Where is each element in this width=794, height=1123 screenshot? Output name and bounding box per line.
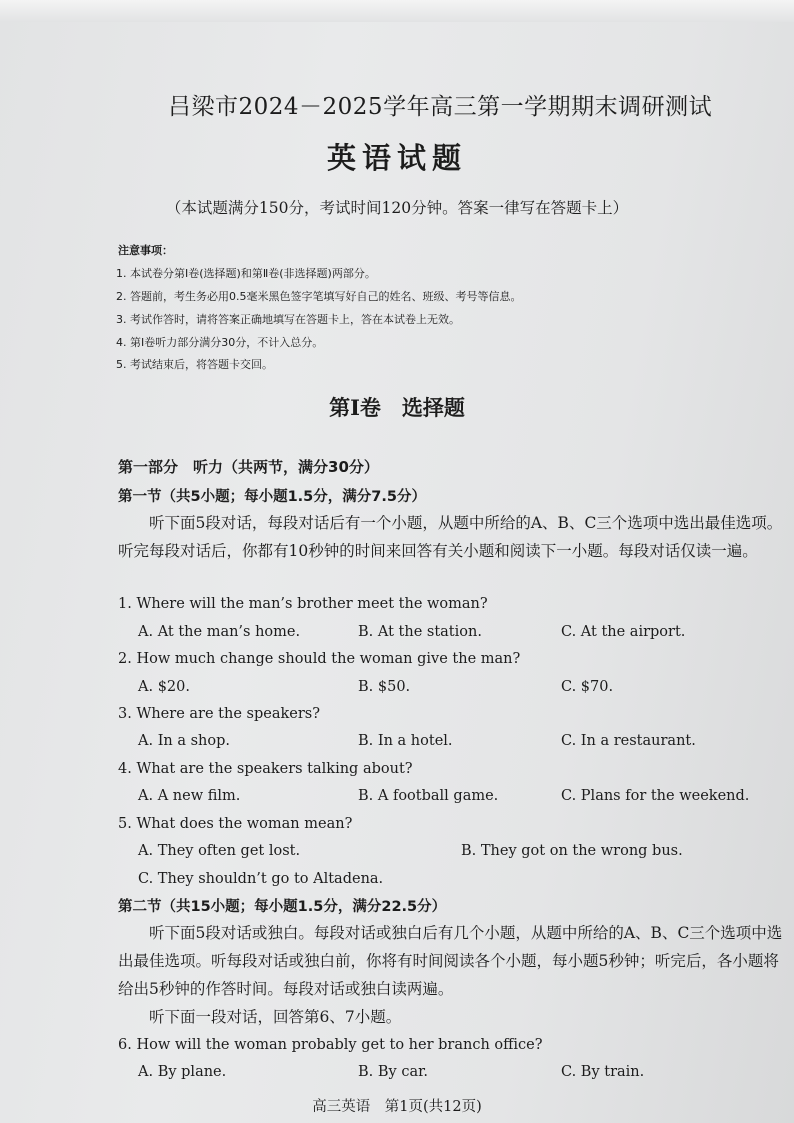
- page-top-edge: [0, 0, 794, 22]
- subject-title: 英语试题: [326, 141, 467, 175]
- option-a: A. They often get lost.: [138, 843, 301, 859]
- volume-title: 第Ⅰ卷 选择题: [329, 395, 465, 420]
- option-a: A. A new film.: [138, 788, 241, 804]
- notice-item: 5. 考试结束后，将答题卡交回。: [116, 358, 273, 371]
- question-stem: 2. How much change should the woman give the man?: [118, 651, 521, 667]
- exam-title: 吕梁市2024－2025学年高三第一学期期末调研测试: [168, 94, 713, 120]
- option-b: B. At the station.: [358, 624, 482, 640]
- option-c: C. At the airport.: [561, 624, 686, 640]
- option-c: C. By train.: [561, 1064, 645, 1080]
- option-c: C. They shouldn’t go to Altadena.: [138, 871, 384, 887]
- section-instructions: 听下面5段对话或独白。每段对话或独白后有几个小题，从题中所给的A、B、C三个选项中选出最佳选项。听每段对话或独白前，你将有时间阅读各个小题，每小题5秒钟；听完后，各小题将给出5秒钟的作答时间。每段对话或独白读两遍。: [118, 924, 783, 998]
- dialogue-instruction: 听下面一段对话，回答第6、7小题。: [149, 1008, 402, 1026]
- notice-item: 3. 考试作答时，请将答案正确地填写在答题卡上，答在本试卷上无效。: [116, 313, 460, 326]
- option-a: A. In a shop.: [138, 733, 231, 749]
- option-b: B. $50.: [358, 679, 411, 695]
- notice-item: 1. 本试卷分第Ⅰ卷(选择题)和第Ⅱ卷(非选择题)两部分。: [116, 267, 376, 280]
- notice-item: 2. 答题前，考生务必用0.5毫米黑色签字笔填写好自己的姓名、班级、考号等信息。: [116, 290, 522, 303]
- question-stem: 4. What are the speakers talking about?: [118, 761, 413, 777]
- option-a: A. At the man’s home.: [138, 624, 301, 640]
- section-instructions: 听下面5段对话，每段对话后有一个小题，从题中所给的A、B、C三个选项中选出最佳选项。听完每段对话后，你都有10秒钟的时间来回答有关小题和阅读下一小题。每段对话仅读一遍。: [118, 514, 783, 560]
- option-c: C. Plans for the weekend.: [561, 788, 750, 804]
- notice-item: 4. 第Ⅰ卷听力部分满分30分，不计入总分。: [116, 336, 324, 349]
- option-c: C. $70.: [561, 679, 614, 695]
- option-b: B. They got on the wrong bus.: [461, 843, 683, 859]
- question-stem: 1. Where will the man’s brother meet the woman?: [118, 596, 488, 612]
- score-time-note: （本试题满分150分，考试时间120分钟。答案一律写在答题卡上）: [165, 199, 629, 217]
- question-stem: 3. Where are the speakers?: [118, 706, 320, 722]
- option-b: B. In a hotel.: [358, 733, 453, 749]
- option-c: C. In a restaurant.: [561, 733, 696, 749]
- page-footer: 高三英语 第1页(共12页): [312, 1099, 482, 1115]
- question-stem: 6. How will the woman probably get to her branch office?: [118, 1037, 543, 1053]
- notice-heading: 注意事项：: [118, 244, 173, 257]
- option-b: B. A football game.: [358, 788, 499, 804]
- section-title: 第一节（共5小题；每小题1.5分，满分7.5分）: [118, 489, 426, 505]
- part-title: 第一部分 听力（共两节，满分30分）: [118, 458, 379, 476]
- option-a: A. $20.: [138, 679, 190, 695]
- option-b: B. By car.: [358, 1064, 429, 1080]
- option-a: A. By plane.: [138, 1064, 227, 1080]
- question-stem: 5. What does the woman mean?: [118, 816, 353, 832]
- section-title: 第二节（共15小题；每小题1.5分，满分22.5分）: [118, 899, 447, 915]
